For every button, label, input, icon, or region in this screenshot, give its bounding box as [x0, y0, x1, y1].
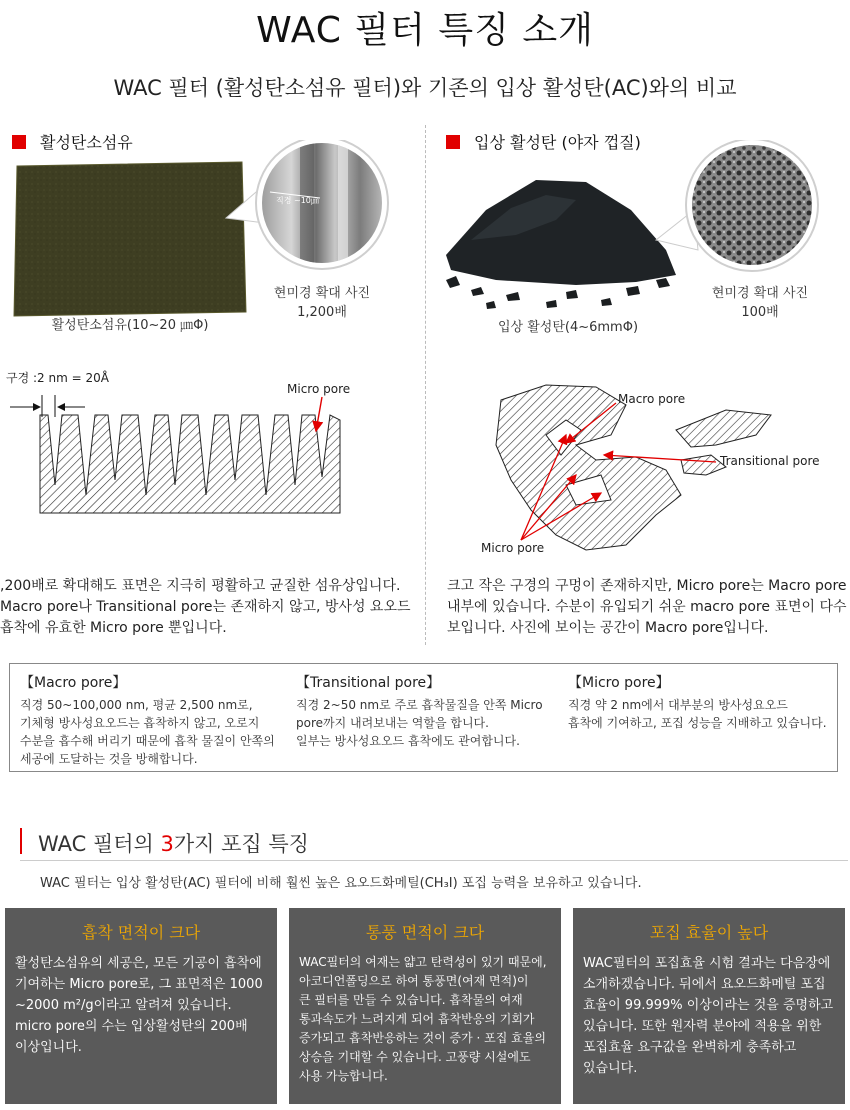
- caption-line: 현미경 확대 사진: [711, 286, 809, 301]
- section-accent-bar: [20, 828, 22, 854]
- fiber-photo-caption: 활성탄소섬유(10~20 ㎛Φ): [51, 318, 209, 333]
- paragraph-line: 크고 작은 구경의 구멍이 존재하지만, Micro pore는 Macro pore: [447, 578, 847, 594]
- definition-title: 【Macro pore】: [20, 675, 127, 691]
- section-rule: [20, 860, 848, 861]
- card-line: ~2000 m²/g이라고 알려져 있습니다.: [15, 998, 232, 1013]
- card-line: 통과속도가 느려지게 되어 흡착반응의 기회가: [299, 1012, 535, 1026]
- card-line: WAC필터의 여재는 얇고 탄력성이 있기 때문에,: [299, 955, 547, 969]
- card-line: 큰 필터를 만들 수 있습니다. 흡착물의 여재: [299, 993, 523, 1007]
- feature-card-adsorption: [5, 908, 277, 1104]
- paragraph-line: Macro pore나 Transitional pore는 존재하지 않고, 방사성 요오드: [0, 599, 411, 615]
- caption-line: 100배: [741, 305, 779, 320]
- card-title: 흡착 면적이 크다: [81, 923, 201, 942]
- granule-micro-caption: [700, 284, 820, 322]
- fiber-pore-diagram: [0, 385, 425, 535]
- definition-line: 세공에 도달하는 것을 방해합니다.: [20, 752, 198, 766]
- definition-line: 흡착에 기여하고, 포집 성능을 지배하고 있습니다.: [568, 716, 827, 730]
- card-body: [299, 953, 551, 1086]
- pore-size-label: 구경 :2 nm = 20Å: [6, 371, 109, 385]
- right-heading-text: 입상 활성탄 (야자 껍질): [474, 133, 641, 152]
- page-title: WAC 필터 특징 소개: [256, 10, 594, 51]
- card-line: 있습니다. 또한 원자력 분야에 적용을 위한: [583, 1019, 822, 1034]
- card-line: 포집효율 요구값을 완벽하게 충족하고: [583, 1040, 797, 1055]
- card-body: [583, 953, 835, 1079]
- definition-micro: [568, 674, 833, 732]
- card-line: 활성탄소섬유의 세공은, 모든 기공이 흡착에: [15, 956, 262, 971]
- transitional-pore-label: Transitional pore: [720, 454, 820, 468]
- paragraph-line: ,200배로 확대해도 표면은 지극히 평활하고 균질한 섬유상입니다.: [0, 578, 401, 594]
- definition-title: 【Micro pore】: [568, 675, 670, 691]
- definition-line: 직경 50~100,000 nm, 평균 2,500 nm로,: [20, 698, 253, 712]
- definition-line: 직경 2~50 nm로 주로 흡착물질을 안쪽 Micro: [296, 698, 543, 712]
- paragraph-line: 보입니다. 사진에 보이는 공간이 Macro pore입니다.: [447, 620, 769, 636]
- card-line: 기여하는 Micro pore로, 그 표면적은 1000: [15, 977, 263, 992]
- card-line: 증가되고 흡착반응하는 것이 증가 · 포집 효율의: [299, 1031, 546, 1045]
- fiber-micro-caption: [262, 284, 382, 322]
- definition-transitional: [296, 674, 556, 750]
- card-line: 상승을 기대할 수 있습니다. 고풍량 시설에도: [299, 1050, 531, 1064]
- card-line: 효율이 99.999% 이상이라는 것을 증명하고: [583, 998, 834, 1013]
- card-title: 포집 효율이 높다: [649, 923, 769, 942]
- feature-card-efficiency: [573, 908, 845, 1104]
- scale-label: 직경 ~10㎛: [276, 196, 319, 205]
- page-subtitle: WAC 필터 (활성탄소섬유 필터)와 기존의 입상 활성탄(AC)와의 비교: [113, 76, 737, 100]
- card-line: 사용 가능합니다.: [299, 1069, 388, 1083]
- magnifier-bubble: [656, 140, 826, 275]
- definition-line: 일부는 방사성요오드 흡착에도 관여합니다.: [296, 734, 520, 748]
- section-title-post: 가지 포집 특징: [173, 832, 309, 856]
- caption-line: 현미경 확대 사진: [273, 286, 371, 301]
- micro-pore-label-right: Micro pore: [481, 541, 545, 555]
- section-title: [38, 828, 309, 858]
- right-description: [447, 576, 850, 639]
- card-title: 통풍 면적이 크다: [365, 923, 485, 942]
- definition-line: 직경 약 2 nm에서 대부분의 방사성요오드: [568, 698, 788, 712]
- definition-line: 기체형 방사성요오드는 흡착하지 않고, 오로지: [20, 716, 260, 730]
- section-title-pre: WAC 필터의: [38, 832, 161, 856]
- definition-title: 【Transitional pore】: [296, 675, 441, 691]
- card-line: micro pore의 수는 입상활성탄의 200배: [15, 1019, 248, 1034]
- definition-macro: [20, 674, 280, 768]
- definition-line: pore까지 내려보내는 역할을 합니다.: [296, 716, 489, 730]
- section-description: WAC 필터는 입상 활성탄(AC) 필터에 비해 훨씬 높은 요오드화메틸(CH₃I) 포집 능력을 보유하고 있습니다.: [40, 876, 642, 891]
- granular-carbon-photo: [446, 180, 676, 309]
- paragraph-line: 내부에 있습니다. 수분이 유입되기 쉬운 macro pore 표면이 다수: [447, 599, 847, 615]
- magnifier-bubble: [226, 140, 388, 270]
- caption-line: 1,200배: [297, 305, 347, 320]
- card-line: 있습니다.: [583, 1061, 638, 1076]
- definition-line: 수분을 흡수해 버리기 때문에 흡착 물질이 안쪽의: [20, 734, 275, 748]
- card-line: WAC필터의 포집효율 시험 결과는 다음장에: [583, 956, 831, 971]
- card-line: 이상입니다.: [15, 1040, 82, 1055]
- macro-pore-label: Macro pore: [618, 392, 686, 406]
- left-description: [0, 576, 424, 639]
- micro-pore-label: Micro pore: [287, 382, 351, 396]
- card-line: 아코디언폴딩으로 하여 통풍면(여재 면적)이: [299, 974, 529, 988]
- section-title-number: 3: [160, 832, 174, 856]
- left-heading-text: 활성탄소섬유: [40, 133, 133, 152]
- card-line: 소개하겠습니다. 뒤에서 요오드화메틸 포집: [583, 977, 826, 992]
- card-body: [15, 953, 267, 1058]
- paragraph-line: 흡착에 유효한 Micro pore 뿐입니다.: [0, 620, 227, 636]
- feature-card-airflow: [289, 908, 561, 1104]
- granule-photo-caption: 입상 활성탄(4~6mmΦ): [497, 320, 639, 335]
- carbon-fiber-photo: [14, 162, 246, 316]
